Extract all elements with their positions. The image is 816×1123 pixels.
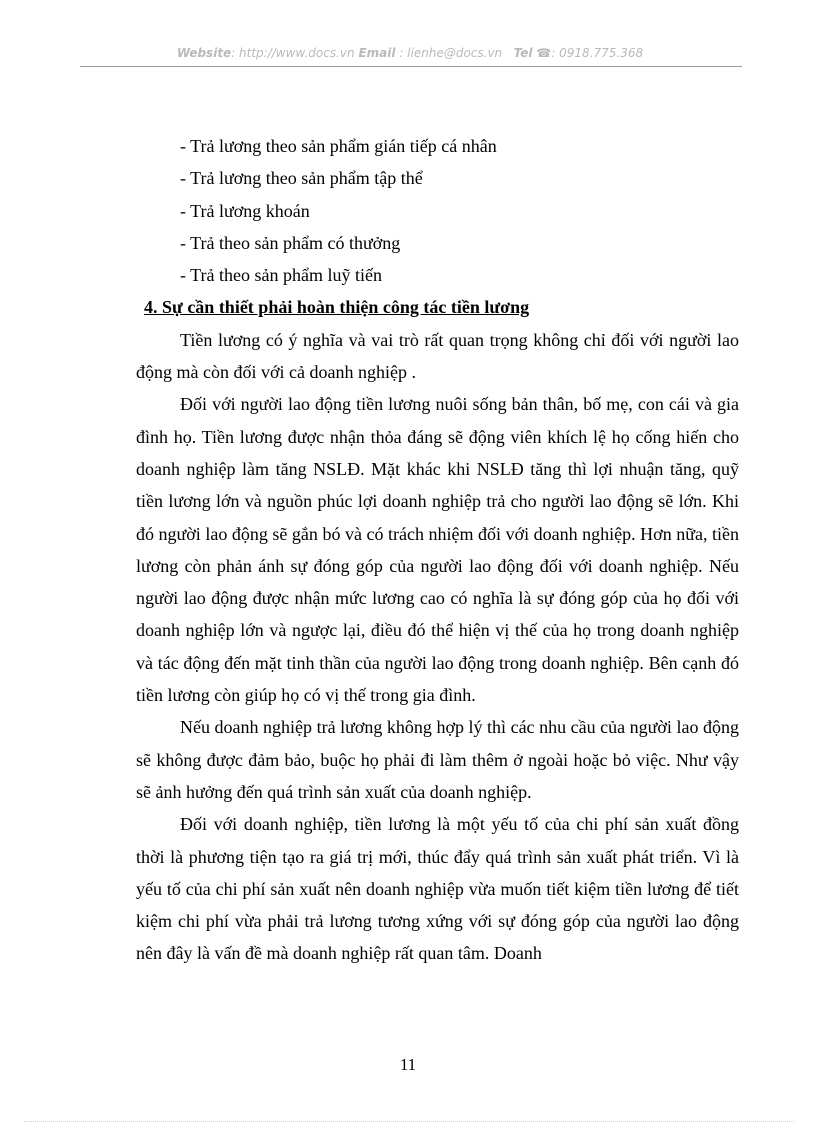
paragraph: Tiền lương có ý nghĩa và vai trò rất quan trọng không chỉ đối với người lao động mà còn đối với cả doanh nghiệp . [136,329,739,383]
list-item: - Trả lương theo sản phẩm tập thể [180,168,423,189]
email-label: Email [358,46,396,60]
document-body [136,130,739,970]
footer-divider [24,1121,794,1122]
list-item: - Trả lương theo sản phẩm gián tiếp cá nhân [180,136,497,156]
paragraph: Nếu doanh nghiệp trả lương không hợp lý thì các nhu cầu của người lao động sẽ không được đảm bảo, buộc họ phải đi làm thêm ở ngoài hoặc bỏ việc. Như vậy sẽ ảnh hưởng đến quá trình sản xuất của doanh nghiệp. [136,717,739,802]
email-value: : lienhe@docs.vn [399,46,503,60]
tel-value: : 0918.775.368 [551,46,644,60]
tel-label: Tel [513,46,533,60]
paragraph: Đối với người lao động tiền lương nuôi sống bản thân, bố mẹ, con cái và gia đình họ. Tiền lương được nhận thỏa đáng sẽ động viên khích lệ họ cống hiến cho doanh nghiệp làm tăng NSLĐ. Mặt khác khi NSLĐ tăng thì lợi nhuận tăng, quỹ tiền lương lớn và nguồn phúc lợi doanh nghiệp trả cho người lao động sẽ lớn. Khi đó người lao động sẽ gắn bó và có trách nhiệm đối với doanh nghiệp. Hơn nữa, tiền lương còn phản ánh sự đóng góp của người lao động đối với doanh nghiệp. Nếu người lao động được nhận mức lương cao có nghĩa là sự đóng góp của họ đối với doanh nghiệp lớn và ngược lại, điều đó thể hiện vị thế của họ trong doanh nghiệp và tác động đến mặt tinh thần của người lao động trong doanh nghiệp. Bên cạnh đó tiền lương còn giúp họ có vị thế trong gia đình. [136,394,739,706]
paragraph: Đối với doanh nghiệp, tiền lương là một yếu tố của chi phí sản xuất đồng thời là phương tiện tạo ra giá trị mới, thúc đẩy quá trình sản xuất phát triển. Vì là yếu tố của chi phí sản xuất nên doanh nghiệp vừa muốn tiết kiệm tiền lương để tiết kiệm chi phí vừa phải trả lương tương xứng với sự đóng góp của người lao động nên đây là vấn đề mà doanh nghiệp rất quan tâm. Doanh [136,814,739,964]
header-divider [80,66,742,67]
page-number: 11 [399,1055,417,1074]
list-item: - Trả lương khoán [180,200,310,221]
website-value: : http://www.docs.vn [231,46,355,60]
phone-icon: ☎ [536,46,552,60]
list-item: - Trả theo sản phẩm luỹ tiến [180,265,382,286]
page-header [80,46,740,60]
website-label: Website [176,46,232,60]
list-item: - Trả theo sản phẩm có thưởng [180,232,401,253]
section-heading: 4. Sự cần thiết phải hoàn thiện công tác tiền lương [144,297,530,318]
